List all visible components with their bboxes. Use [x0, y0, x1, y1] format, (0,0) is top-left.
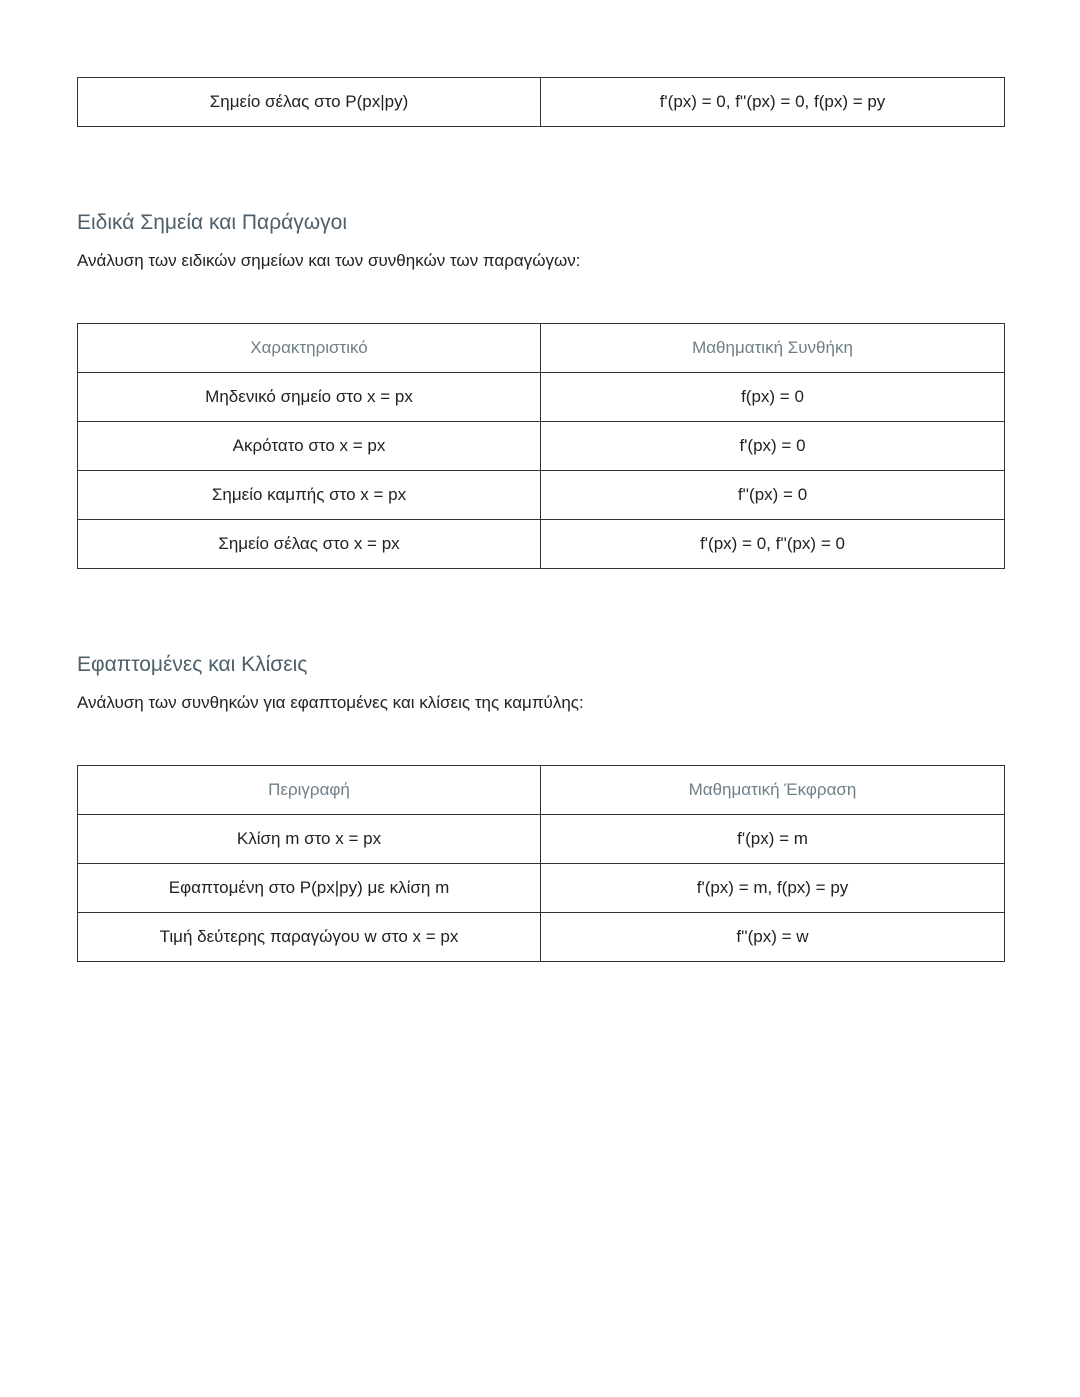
- table-header-row: [78, 766, 1005, 815]
- table-row: [78, 815, 1005, 864]
- table-cell: f(px) = 0: [541, 373, 1005, 422]
- table-cell: f''(px) = w: [541, 913, 1005, 962]
- table-cell: f'(px) = m, f(px) = py: [541, 864, 1005, 913]
- table-cell: f'(px) = m: [541, 815, 1005, 864]
- table-row: [78, 520, 1005, 569]
- table-cell: f'(px) = 0: [541, 422, 1005, 471]
- table-cell: f'(px) = 0, f''(px) = 0: [541, 520, 1005, 569]
- column-header: Μαθηματική Συνθήκη: [541, 324, 1005, 373]
- section-intro-tangents: Ανάλυση των συνθηκών για εφαπτομένες και κλίσεις της καμπύλης:: [77, 693, 584, 712]
- table-row: [78, 864, 1005, 913]
- saddle-point-table: [77, 77, 1005, 127]
- section-title-tangents: Εφαπτομένες και Κλίσεις: [77, 653, 308, 676]
- tangents-table: [77, 765, 1005, 962]
- table-cell: Τιμή δεύτερης παραγώγου w στο x = px: [78, 913, 541, 962]
- section-intro-special-points: Ανάλυση των ειδικών σημείων και των συνθηκών των παραγώγων:: [77, 251, 581, 270]
- column-header: Χαρακτηριστικό: [78, 324, 541, 373]
- table-cell: Σημείο καμπής στο x = px: [78, 471, 541, 520]
- table-cell: Σημείο σέλας στο P(px|py): [78, 78, 541, 127]
- table-cell: Εφαπτομένη στο P(px|py) με κλίση m: [78, 864, 541, 913]
- table-row: [78, 913, 1005, 962]
- table-cell: f''(px) = 0: [541, 471, 1005, 520]
- column-header: Περιγραφή: [78, 766, 541, 815]
- table-header-row: [78, 324, 1005, 373]
- table-row: [78, 373, 1005, 422]
- table-row: [78, 78, 1005, 127]
- table-row: [78, 422, 1005, 471]
- column-header: Μαθηματική Έκφραση: [541, 766, 1005, 815]
- table-row: [78, 471, 1005, 520]
- table-cell: Ακρότατο στο x = px: [78, 422, 541, 471]
- table-cell: Κλίση m στο x = px: [78, 815, 541, 864]
- special-points-table: [77, 323, 1005, 569]
- document-page: [77, 77, 1004, 962]
- table-cell: f'(px) = 0, f''(px) = 0, f(px) = py: [541, 78, 1005, 127]
- table-cell: Σημείο σέλας στο x = px: [78, 520, 541, 569]
- table-cell: Μηδενικό σημείο στο x = px: [78, 373, 541, 422]
- section-title-special-points: Ειδικά Σημεία και Παράγωγοι: [77, 211, 348, 234]
